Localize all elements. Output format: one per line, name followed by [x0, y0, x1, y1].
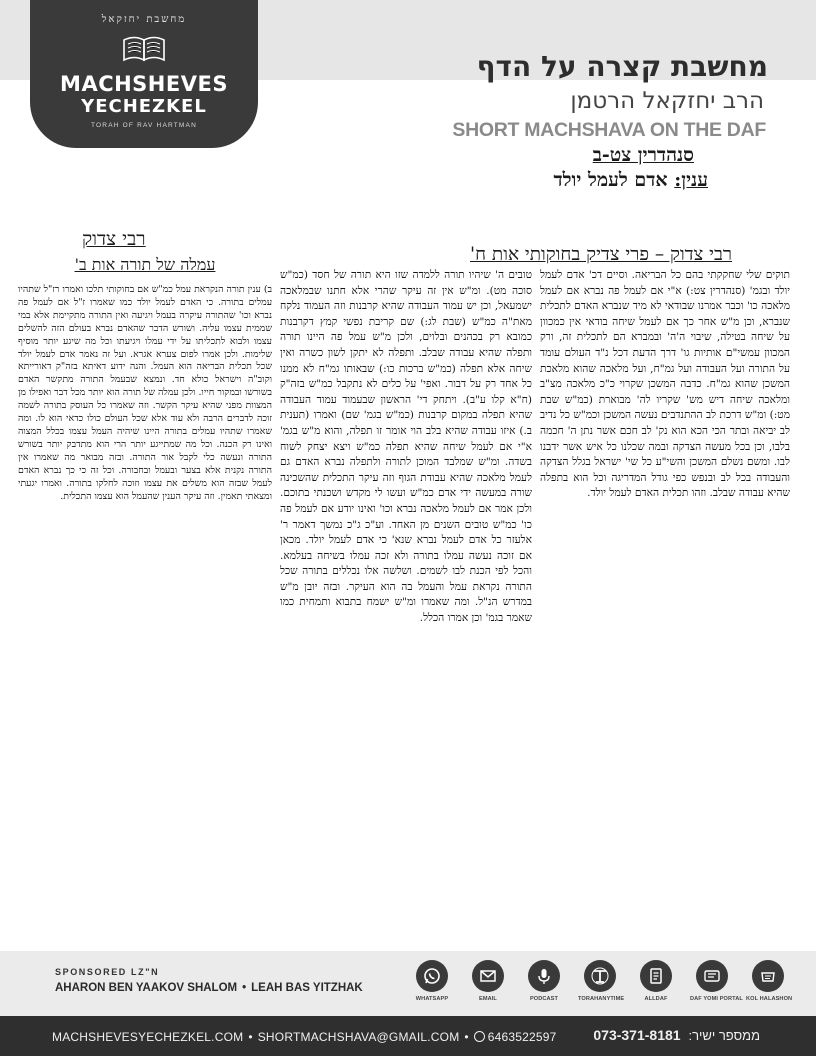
logo-hebrew-text: מחשבת יחזקאל [101, 14, 187, 25]
logo-name-line-2: YECHEZKEL [81, 96, 207, 117]
website-link[interactable]: MACHSHEVESYECHEZKEL.COM [52, 1030, 244, 1044]
page-title: מחשבת קצרה על הדף [476, 50, 768, 83]
email-label: EMAIL [479, 996, 497, 1002]
whatsapp-label: WHATSAPP [415, 996, 449, 1002]
whatsapp-icon [416, 960, 448, 992]
contact-line [52, 1030, 557, 1044]
phone-line [593, 1027, 760, 1043]
torahanytime-label: TORAHANYTIME [578, 996, 625, 1002]
dafyomi-portal-link[interactable] [690, 960, 743, 1010]
sponsor-label: SPONSORED LZ"N [55, 967, 160, 977]
email-link[interactable] [466, 960, 510, 1010]
text-column-right: תוקים שלי שחקקתי בהם כל הבריאה. וסיים דכ' אדם לעמל יולד ובגמ' (סנהדרין צט:) א"י אם לעמל פה נברא אם לעמל מלאכה כו' וכבר אמרנו שבודאי לא מיד שנברא האדם לתכלית שנברא, וכן מ"ש אחר כך אם לעמל שיחה בודאי אין כמכוון על שיחה בטילה, שיבוי ה'ה' ובמברא הם לתכלית זה, ורק המכוון עמשי"ם אותיות גו' דרך הדעת דכל נ"ד העולם עומד על התורה ועל העבודה ועל גמ"ח, ועל מלאכה שהוא מלאכת המשכן שהוא גמ"ח. כדבה המשכן שקרוי כ"כ מלאכה מצ"ב ומלאכה שיחה דיש מש' שקריו לה' מבוארת (כמ"ש שבת מט:) ומ"ש דרכת לב ההתנדבים נעשה המשכן וכמ"ש כל נדיב לב יביאה ובתר הכי הכא הוא נק' לב חכם אשר נתן ה' חכמה בלבו, וכן בכל מעשה הצדקה ובמה שכלנו כל איש אשר ידבנו לבו. ומשם נשלם המשכן והשי"ע כל שי' ישראל בגלל הצדקה והעבודה בכל לב ובנפש כפי גודל המדריגה וכל הוא בתפלה שהיא עבודה שבלב. וזהו תכלית האדם לעמל יולד. [540, 269, 790, 500]
text-column-left: ב) ענין תורה הנקראת עמל כמ"ש אם בחוקותי תלכו ואמרו רז"ל שתהיו עמלים בתורה. כי האדם לעמל יולד כמו שאמרו ז"ל אם לעמל פה נברא וכו' שהתורה עיקרה בעמל ויגיעה ואין התורה מתקיימת אלא במי שממית עצמו עליה. ושורש הדבר שהאדם נברא בעולם הזה להשלים עצמו ולבוא לתכליתו על ידי עמלו ויגיעתו וכל מה שיגע יותר מוסיף שלימות. ולכן אמרו לפום צערא אגרא. ועל זה נאמר אדם לעמל יולד שכל תכלית הבריאה הוא העמל. והנה ידוע דאיתא בזה"ק דאורייתא וקוב"ה וישראל כולא חד. ונמצא שבעמל התורה מתקשר האדם בשורשו ובמקור חייו. ולכן עמלה של תורה הוא יותר מכל דבר ואפילו מן המצוות מפני שהיא עיקר הקשר. וזה שאמרו כל העוסק בתורה לשמה זוכה לדברים הרבה ולא עוד אלא שכל העולם כולו כדאי הוא לו. ומה שאמרו שתהיו עמלים בתורה היינו שיהיה העמל עצמו בכלל המצוה ואינו רק הכנה. וכל מה שמתייגע יותר הרי הוא מתדבק יותר בשורש התורה ונעשה כלי לקבל אור התורה. ובזה מבואר מה שאמרו אין התורה נקנית אלא בצער ובעמל ובחבורה. וכל זה כי כך נברא האדם לעמל שבזה הוא משלים את עצמו וזוכה לחלקו בתורה. ואמרו יגעתי ומצאתי תאמין. וזה עיקר הענין שהעמל הוא עצמו התכלית. [18, 284, 272, 502]
kolhalashon-icon [752, 960, 784, 992]
topic-label: ענין: [674, 169, 708, 191]
kolhalashon-link[interactable] [746, 960, 793, 1010]
text-column-middle: טובים ה' שיהיו תורה ללמדה שזו היא תורה של חסד (כמ"ש סוכה מט). ומ"ש אין זה עיקר שהרי אלא חתנו שבמלאכה ישמעאל, וכן יש עמוד העבודה שהיא קרבנות וזה העמוד נלקח מאת"ה כמ"ש (שבת לג:) שם קריבת נפשי קמץ דקרבנות כמובא רק בכהנים ובלוים, ולכן מ"ש עמל פה היינו תורה ותפלה שהיא עבודה שבלב. ותפלה לא יתקן לשון כשרה ואין שיחה אלא תפלה (כמ"ש ברכות כו:) שבאותו גמ"ח לא ממנו כל אחד רק על דבור. ואפי' על כלים לא נתקבל כמ"ש בזה"ק (ח"א קלו ע"ב). ויתחק די' הראשון שבעמוד עמוד העבודה שהיא תפלה במקום קרבנות (כמ"ש בגמ' שם) ואמרו (תענית ב.) איזו עבודה שהיא בלב הוי אומר זו תפלה, והוא מ"ש בגמ' א"י אם לעמל שיחה שהיא תפלה כמ"ש ויצא יצחק לשוח בשדה. ומ"ש שמלבד המוכן לתורה ולתפלה נברא האדם גם לעמל מלאכה שהיא עבודת הגוף וזה עיקר התכלית שהשכינה שורה במעשה ידי אדם כמ"ש ועשו לי מקדש ושכנתי בתוכם. ולכן אמר אם לעמל מלאכה נברא וכו' ואינו יודע אם לעמל פה כו' כמ"ש טובים השנים מן האחד. וע"כ ג"כ נמשך דאמר ר' אלעזר כל אדם לעמל נברא שנא' כי אדם לעמל יולד. מכאן אם זוכה נעשה עמלו בתורה ולא זכה עמלו בשיחה בעלמא. והכל לפי הכנת לבו לשמים. ושלשה אלו נכללים בתורה שכל התורה נקראת עמל והעמל בה הוא העיקר. ובזה יובן מ"ש במדרש הנ"ל. ומה שאמרו ומ"ש ישמח בתבוא ותמחית כמו שאמר בגמ' וכן אמרו הכלל. [280, 269, 532, 625]
podcast-label: PODCAST [529, 996, 559, 1002]
alldaf-icon [640, 960, 672, 992]
kolhalashon-label: KOL HALASHON [746, 996, 793, 1002]
email-address-link[interactable]: SHORTMACHSHAVA@GMAIL.COM [257, 1030, 460, 1044]
open-book-icon [122, 34, 166, 62]
torahanytime-link[interactable] [578, 960, 625, 1010]
phone-number[interactable]: 073-371-8181 [593, 1027, 681, 1043]
logo-tagline: TORAH OF RAV HARTMAN [91, 122, 197, 129]
separator: • [464, 1030, 469, 1044]
logo[interactable] [30, 0, 258, 148]
english-title: SHORT MACHSHAVA ON THE DAF [452, 119, 766, 141]
right-source-heading: רבי צדוק – פרי צדיק בחוקותי אות ח' [470, 244, 732, 265]
whatsapp-number[interactable]: 6463522597 [487, 1030, 557, 1044]
topic-text: אדם לעמל יולד [553, 169, 668, 191]
left-source-subheading: עמלה של תורה אות ב' [74, 255, 216, 274]
logo-name-line-1: MACHSHEVES [60, 72, 228, 96]
podcast-link[interactable] [522, 960, 566, 1010]
alldaf-label: ALLDAF [644, 996, 668, 1002]
left-source-heading: רבי צדוק [82, 228, 146, 250]
daf-reference: סנהדרין צט-ב [592, 144, 694, 166]
separator: • [248, 1030, 253, 1044]
sponsor-name-1: AHARON BEN YAAKOV SHALOM [55, 982, 238, 994]
sponsor-name-2: LEAH BAS YITZHAK [251, 982, 363, 994]
sponsor-names [55, 982, 363, 994]
contact-bar [0, 1016, 816, 1056]
rabbi-name: הרב יחזקאל הרטמן [570, 88, 764, 114]
media-links [410, 960, 793, 1010]
topic-line [554, 169, 709, 192]
podcast-icon [528, 960, 560, 992]
whatsapp-link[interactable] [410, 960, 454, 1010]
sponsor-separator: • [242, 982, 247, 994]
torahanytime-icon [584, 960, 616, 992]
dafyomi-portal-icon [696, 960, 728, 992]
email-icon [472, 960, 504, 992]
phone-label: ממספר ישיר: [688, 1028, 760, 1043]
whatsapp-small-icon [474, 1031, 485, 1042]
dafyomi-portal-label: DAF YOMI PORTAL [690, 996, 743, 1002]
alldaf-link[interactable] [634, 960, 678, 1010]
